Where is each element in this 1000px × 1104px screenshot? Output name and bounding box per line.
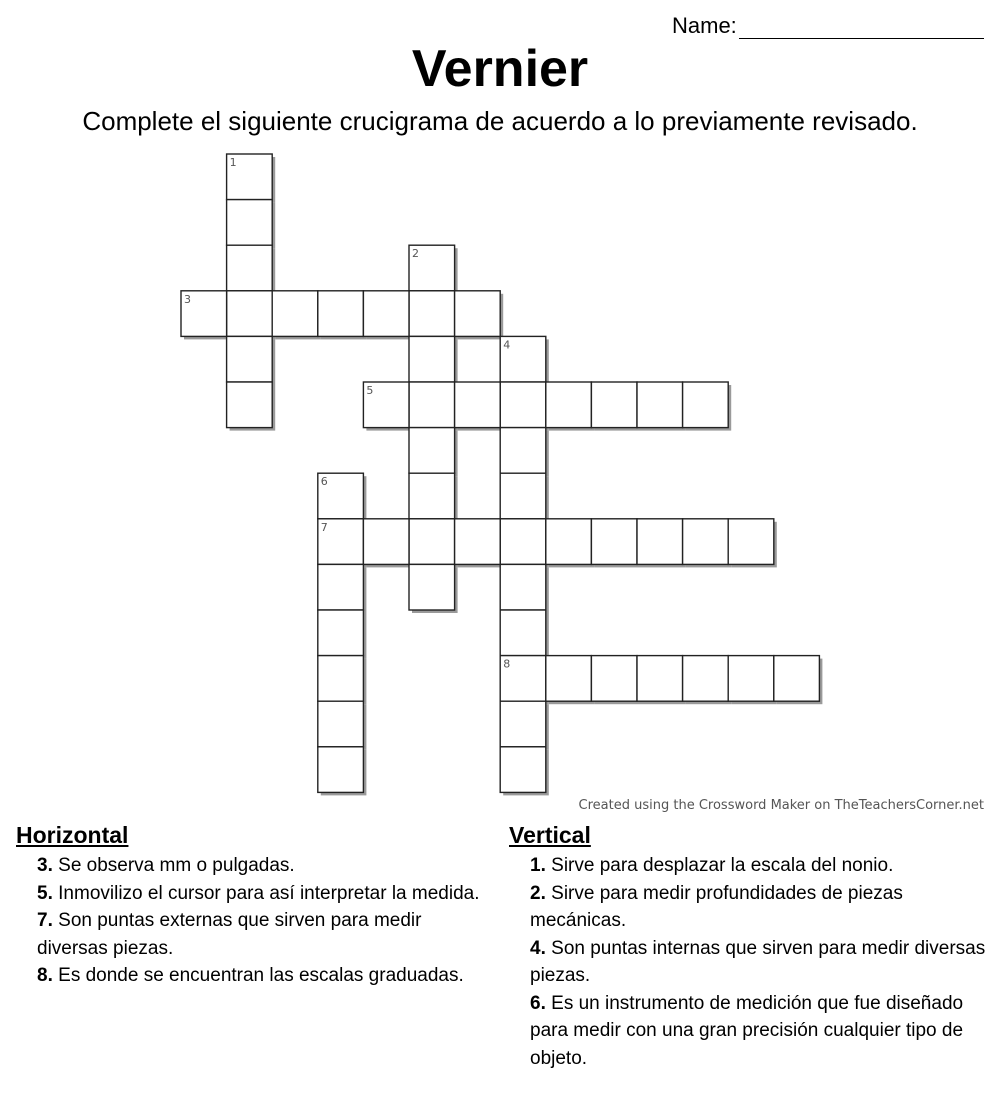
clue-item [530, 990, 994, 1073]
crossword-cell[interactable] [363, 519, 409, 565]
clue-number: 2. [530, 882, 546, 904]
crossword-cell[interactable] [500, 428, 546, 474]
crossword-cell[interactable] [683, 656, 729, 702]
crossword-cell[interactable] [500, 382, 546, 428]
clue-text: Es un instrumento de medición que fue diseñado para medir con una gran precisión cualquier tipo de objeto. [530, 992, 964, 1069]
crossword-cell[interactable] [500, 701, 546, 747]
clue-item [530, 935, 994, 990]
clue-item [37, 962, 486, 990]
credit-line: Created using the Crossword Maker on TheTeachersCorner.net [578, 798, 984, 813]
crossword-cell[interactable] [500, 519, 546, 565]
crossword-cell[interactable] [591, 519, 637, 565]
cell-number: 8 [503, 657, 511, 671]
clue-item [530, 880, 994, 935]
clue-item [37, 907, 486, 962]
cell-number: 7 [320, 520, 328, 534]
crossword-cell[interactable] [774, 656, 820, 702]
clue-number: 5. [37, 882, 53, 904]
instructions: Complete el siguiente crucigrama de acuerdo a lo previamente revisado. [82, 106, 918, 136]
cell-number: 3 [184, 292, 191, 306]
crossword-cell[interactable] [546, 382, 592, 428]
crossword-cell[interactable] [683, 382, 729, 428]
crossword-cell[interactable] [546, 519, 592, 565]
vertical-clues [509, 820, 994, 1072]
clue-number: 7. [37, 910, 53, 931]
clue-item [37, 852, 486, 880]
crossword-cell[interactable] [455, 291, 501, 337]
crossword-cell[interactable] [409, 519, 455, 565]
cell-number: 5 [366, 384, 374, 397]
crossword-cell[interactable] [683, 519, 729, 565]
crossword-cell[interactable] [637, 519, 683, 565]
clue-number: 4. [530, 937, 546, 959]
crossword-cell[interactable] [227, 245, 273, 291]
clue-number: 8. [37, 965, 53, 986]
cell-number: 4 [503, 338, 511, 352]
crossword-cell[interactable] [227, 382, 273, 428]
crossword-cell[interactable] [500, 747, 546, 793]
crossword-cell[interactable] [409, 564, 455, 610]
clue-number: 6. [530, 992, 546, 1014]
crossword-cell[interactable] [546, 656, 592, 702]
crossword-cell[interactable] [637, 382, 683, 428]
clue-number: 3. [37, 855, 53, 876]
crossword-cell[interactable] [637, 656, 683, 702]
clue-number: 1. [530, 855, 546, 876]
crossword-cell[interactable] [409, 336, 455, 382]
clue-text: Son puntas externas que sirven para medir diversas piezas. [37, 910, 422, 959]
crossword-cell[interactable] [409, 382, 455, 428]
crossword-cell[interactable] [227, 291, 273, 337]
clue-text: Son puntas internas que sirven para medir diversas piezas. [530, 937, 986, 986]
crossword-cell[interactable] [227, 200, 273, 246]
clue-item [37, 880, 486, 908]
clue-text: Es donde se encuentran las escalas graduadas. [58, 965, 464, 986]
crossword-cell[interactable] [409, 473, 455, 519]
clue-item [530, 852, 994, 880]
crossword-cell[interactable] [318, 747, 364, 793]
crossword-cell[interactable] [500, 610, 546, 656]
cell-number: 1 [229, 156, 237, 169]
crossword-cell[interactable] [728, 656, 774, 702]
crossword-cell[interactable] [591, 656, 637, 702]
name-label: Name: [672, 13, 737, 38]
crossword-cell[interactable] [500, 564, 546, 610]
crossword-cell[interactable] [409, 291, 455, 337]
clue-text: Se observa mm o pulgadas. [58, 855, 295, 876]
vertical-heading: Vertical [509, 822, 591, 848]
clue-text: Inmovilizo el cursor para así interpretar la medida. [58, 882, 480, 904]
crossword-cell[interactable] [455, 382, 501, 428]
cell-number: 6 [320, 475, 328, 489]
crossword-cell[interactable] [409, 428, 455, 474]
clue-text: Sirve para desplazar la escala del nonio. [551, 855, 894, 876]
crossword-cell[interactable] [318, 701, 364, 747]
crossword-cell[interactable] [455, 519, 501, 565]
crossword-cell[interactable] [318, 564, 364, 610]
cell-number: 2 [412, 247, 419, 261]
horizontal-heading: Horizontal [16, 822, 129, 848]
crossword-cell[interactable] [591, 382, 637, 428]
crossword-cell[interactable] [227, 336, 273, 382]
crossword-cell[interactable] [318, 291, 364, 337]
crossword-cell[interactable] [318, 610, 364, 656]
clue-text: Sirve para medir profundidades de piezas mecánicas. [530, 882, 903, 931]
crossword-cell[interactable] [272, 291, 318, 337]
crossword-cell[interactable] [363, 291, 409, 337]
crossword-cell[interactable] [318, 656, 364, 702]
horizontal-clues [16, 820, 486, 990]
page-title: Vernier [411, 40, 589, 98]
crossword-cell[interactable] [500, 473, 546, 519]
crossword-cell[interactable] [728, 519, 774, 565]
